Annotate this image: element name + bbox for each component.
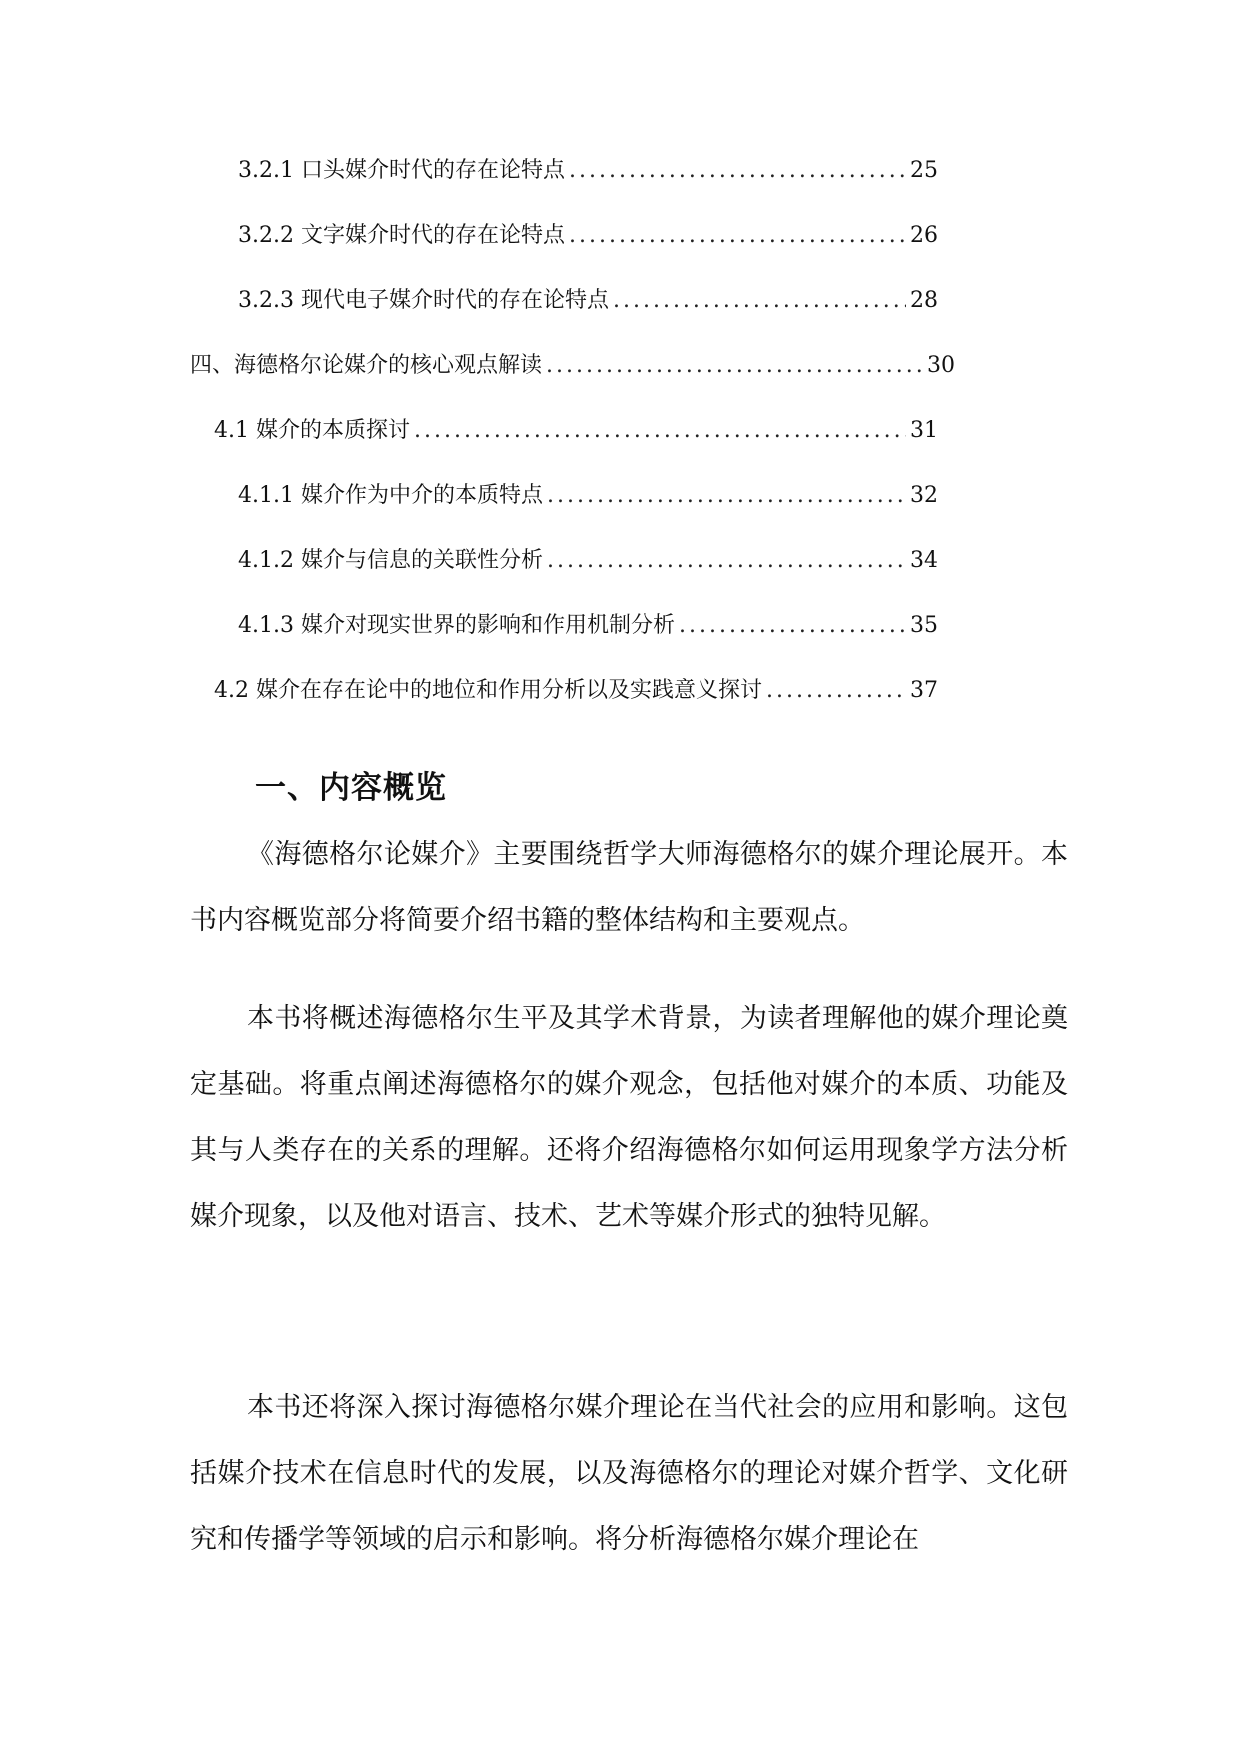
toc-entry[interactable] — [190, 348, 955, 379]
toc-entry[interactable] — [238, 283, 938, 314]
toc-entry[interactable] — [214, 413, 938, 444]
toc-page-number: 28 — [910, 288, 938, 313]
toc-entry-label: 4.1.1 媒介作为中介的本质特点 — [238, 483, 543, 508]
toc-page-number: 35 — [910, 613, 938, 638]
paragraph: 本书还将深入探讨海德格尔媒介理论在当代社会的应用和影响。这包括媒介技术在信息时代的发展，以及海德格尔的理论对媒介哲学、文化研究和传播学等领域的启示和影响。将分析海德格尔媒介理论在 — [190, 1392, 1068, 1555]
toc-page-number: 31 — [910, 418, 938, 443]
toc-leader-dots — [569, 158, 906, 183]
toc-leader-dots — [766, 678, 906, 703]
toc-leader-dots — [613, 288, 906, 313]
toc-page-number: 37 — [910, 678, 938, 703]
section-heading: 一、内容概览 — [255, 770, 447, 806]
toc-leader-dots — [547, 483, 906, 508]
toc-entry[interactable] — [238, 478, 938, 509]
toc-leader-dots — [679, 613, 906, 638]
toc-leader-dots — [546, 353, 923, 378]
paragraph: 《海德格尔论媒介》主要围绕哲学大师海德格尔的媒介理论展开。本书内容概览部分将简要介绍书籍的整体结构和主要观点。 — [190, 839, 1068, 936]
toc-entry-label: 4.1.2 媒介与信息的关联性分析 — [238, 548, 543, 573]
toc-entry-label: 3.2.2 文字媒介时代的存在论特点 — [238, 223, 565, 248]
toc-entry[interactable] — [238, 153, 938, 184]
toc-entry-label: 4.1.3 媒介对现实世界的影响和作用机制分析 — [238, 613, 675, 638]
toc-page-number: 32 — [910, 483, 938, 508]
toc-page-number: 34 — [910, 548, 938, 573]
toc-entry-label: 四、海德格尔论媒介的核心观点解读 — [190, 353, 543, 378]
toc-page-number: 26 — [910, 223, 938, 248]
toc-leader-dots — [547, 548, 906, 573]
toc-entry-label: 4.2 媒介在存在论中的地位和作用分析以及实践意义探讨 — [214, 678, 762, 703]
paragraph: 本书将概述海德格尔生平及其学术背景，为读者理解他的媒介理论奠定基础。将重点阐述海德格尔的媒介观念，包括他对媒介的本质、功能及其与人类存在的关系的理解。还将介绍海德格尔如何运用现象学方法分析媒介现象，以及他对语言、技术、艺术等媒介形式的独特见解。 — [190, 1003, 1068, 1232]
toc-entry[interactable] — [238, 218, 938, 249]
toc-page-number: 30 — [927, 353, 955, 378]
toc-entry[interactable] — [238, 608, 938, 639]
toc-entry-label: 3.2.1 口头媒介时代的存在论特点 — [238, 158, 565, 183]
toc-entry[interactable] — [214, 673, 938, 704]
toc-leader-dots — [569, 223, 906, 248]
toc-entry-label: 3.2.3 现代电子媒介时代的存在论特点 — [238, 288, 609, 313]
toc-entry-label: 4.1 媒介的本质探讨 — [214, 418, 410, 443]
toc-entry[interactable] — [238, 543, 938, 574]
toc-page-number: 25 — [910, 158, 938, 183]
toc-leader-dots — [414, 418, 906, 443]
